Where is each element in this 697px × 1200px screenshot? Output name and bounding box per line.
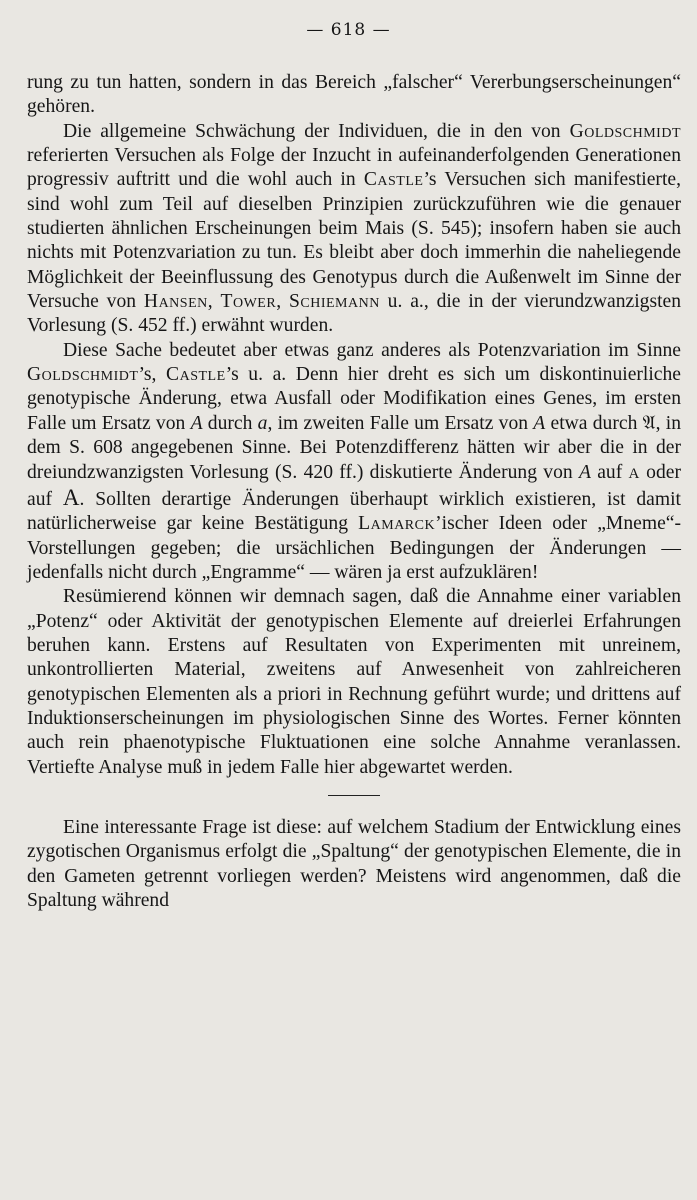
body-text (27, 71, 681, 913)
paragraph-spaltung: Eine interessante Frage ist diese: auf welchem Stadium der Entwicklung eines zygotischen Organismus erfolgt die „Spaltung“ der genotypischen Elemente, die in den Gameten getrennt vorliegen werden? Meistens wird angenommen, daß die Spaltung während (27, 816, 681, 911)
gene-symbol-large: A (62, 484, 80, 510)
page-number: — 618 — (306, 20, 391, 40)
gene-symbol-small: A (628, 465, 640, 482)
gene-symbol: a (257, 412, 268, 434)
paragraph-potenzvariation: Diese Sache bedeutet aber etwas ganz anderes als Potenzvariation im Sinne Goldschmidt’s, Castle’s u. a. Denn hier dreht es sich um diskontinuierliche genotypische Änderung, etwa Ausfall oder Modifikation eines Genes, im ersten Falle um Ersatz von A durch a, im zweiten Falle um Ersatz von A etwa durch 𝔄, in dem S. 608 angegebenen Sinne. Bei Potenzdifferenz hätten wir aber die in der dreiundzwanzigsten Vorlesung (S. 420 ff.) diskutierte Änderung von A auf A oder auf A. Sollten derartige Änderungen überhaupt wirklich existieren, ist damit natürlicherweise gar keine Bestätigung Lamarck’ischer Ideen oder „Mneme“-Vorstellungen gegeben; die ursächlichen Bedingungen der Änderungen — jedenfalls nicht durch „Engramme“ — wären ja erst aufzuklären! (27, 339, 682, 583)
author-name: Schiemann (288, 291, 380, 313)
author-name: Lamarck (358, 513, 436, 535)
gene-symbol: A (190, 412, 203, 434)
paragraph-resuemee: Resümierend können wir demnach sagen, daß die Annahme einer variablen „Potenz“ oder Aktivität der genotypischen Elemente auf dreierlei Erfahrungen beruhen kann. Erstens auf Resultaten von Experimenten mit unreinem, unkontrollierten Material, zweitens auf Anwesenheit von zahlreicheren genotypischen Elementen als a priori in Rechnung geführt wurde; und drittens auf Induktionserscheinungen im physiologischen Sinne des Wortes. Ferner könnten auch rein phaenotypische Fluktuationen eine solche Annahme veranlassen. Vertiefte Analyse muß in jedem Falle hier abgewartet werden. (27, 586, 681, 778)
author-name: Castle (363, 169, 424, 191)
gene-symbol: A (533, 412, 546, 434)
author-name: Castle (166, 364, 226, 386)
gene-symbol: A (578, 461, 591, 483)
paragraph-continuation: rung zu tun hatten, sondern in das Bereich „falscher“ Vererbungserscheinungen“ gehören. (27, 72, 681, 118)
section-divider (328, 795, 380, 796)
paragraph-schwaechung: Die allgemeine Schwächung der Individuen, die in den von Goldschmidt referierten Versuchen als Folge der Inzucht in aufeinanderfolgenden Generationen progressiv auftritt und die wohl auch in Castle’s Versuchen sich manifestierte, sind wohl zum Teil auf dieselben Prinzipien zurückzuführen wie die genauer studierten ähnlichen Erscheinungen beim Mais (S. 545); insofern haben sie auch nichts mit Potenzvariation zu tun. Es bleibt aber doch immerhin die naheliegende Möglichkeit der Beeinflussung des Genotypus durch die Außenwelt im Sinne der Versuche von Hansen, Tower, Schiemann u. a., die in der vierundzwanzigsten Vorlesung (S. 452 ff.) erwähnt wurden. (27, 120, 682, 337)
author-name: Tower (220, 291, 277, 313)
author-name: Goldschmidt (569, 120, 681, 142)
author-name: Hansen (143, 291, 208, 313)
author-name: Goldschmidt (27, 364, 139, 386)
gene-symbol-fraktur: 𝔄 (642, 412, 656, 434)
